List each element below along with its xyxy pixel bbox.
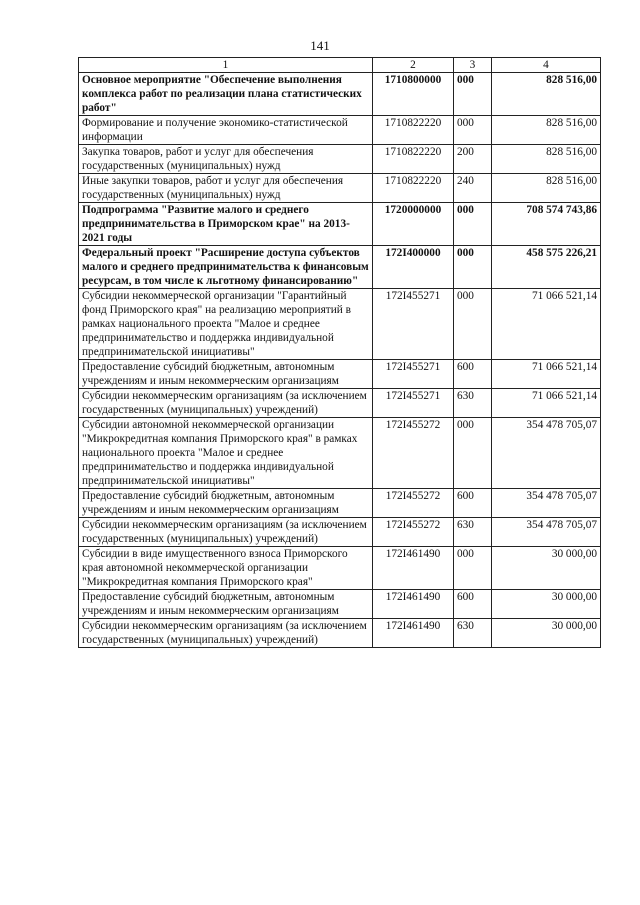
- row-name-cell: Основное мероприятие "Обеспечение выполнения комплекса работ по реализации плана статистических работ": [79, 73, 373, 116]
- row-amount-cell: 71 066 521,14: [492, 389, 601, 418]
- table-row: [79, 418, 601, 489]
- row-code-cell: 1710822220: [373, 116, 454, 145]
- row-code-cell: 1710822220: [373, 174, 454, 203]
- row-amount-cell: 71 066 521,14: [492, 289, 601, 360]
- row-name-cell: Субсидии в виде имущественного взноса Приморского края автономной некоммерческой организации "Микрокредитная компания Приморского края": [79, 547, 373, 590]
- row-code-cell: 172I455271: [373, 389, 454, 418]
- row-amount-cell: 30 000,00: [492, 547, 601, 590]
- row-type-cell: 000: [454, 246, 492, 289]
- table-row: [79, 203, 601, 246]
- table-row: [79, 289, 601, 360]
- row-code-cell: 172I455272: [373, 418, 454, 489]
- row-type-cell: 000: [454, 203, 492, 246]
- row-name-cell: Субсидии некоммерческим организациям (за исключением государственных (муниципальных) учреждений): [79, 619, 373, 648]
- row-code-cell: 172I455271: [373, 360, 454, 389]
- row-name-cell: Иные закупки товаров, работ и услуг для обеспечения государственных (муниципальных) нужд: [79, 174, 373, 203]
- table-row: [79, 73, 601, 116]
- column-header: 2: [373, 58, 454, 73]
- row-amount-cell: 828 516,00: [492, 73, 601, 116]
- row-amount-cell: 30 000,00: [492, 619, 601, 648]
- row-name-cell: Федеральный проект "Расширение доступа субъектов малого и среднего предпринимательства к финансовым ресурсам, в том числе к льготному финансированию": [79, 246, 373, 289]
- row-code-cell: 1710800000: [373, 73, 454, 116]
- table-row: [79, 547, 601, 590]
- row-code-cell: 1710822220: [373, 145, 454, 174]
- row-name-cell: Субсидии некоммерческим организациям (за исключением государственных (муниципальных) учреждений): [79, 389, 373, 418]
- table-row: [79, 145, 601, 174]
- row-code-cell: 172I461490: [373, 619, 454, 648]
- column-header: 4: [492, 58, 601, 73]
- row-code-cell: 172I455271: [373, 289, 454, 360]
- row-name-cell: Предоставление субсидий бюджетным, автономным учреждениям и иным некоммерческим организациям: [79, 360, 373, 389]
- row-type-cell: 200: [454, 145, 492, 174]
- row-type-cell: 630: [454, 619, 492, 648]
- row-type-cell: 630: [454, 518, 492, 547]
- row-amount-cell: 458 575 226,21: [492, 246, 601, 289]
- row-code-cell: 172I461490: [373, 590, 454, 619]
- row-amount-cell: 354 478 705,07: [492, 489, 601, 518]
- row-name-cell: Закупка товаров, работ и услуг для обеспечения государственных (муниципальных) нужд: [79, 145, 373, 174]
- row-amount-cell: 828 516,00: [492, 116, 601, 145]
- row-name-cell: Субсидии автономной некоммерческой организации "Микрокредитная компания Приморского края" в рамках национального проекта "Малое и среднее предпринимательство и поддержка индивидуальной предпринимательской инициативы": [79, 418, 373, 489]
- row-name-cell: Субсидии некоммерческим организациям (за исключением государственных (муниципальных) учреждений): [79, 518, 373, 547]
- table-row: [79, 246, 601, 289]
- budget-table: [78, 57, 601, 648]
- row-amount-cell: 828 516,00: [492, 145, 601, 174]
- row-amount-cell: 71 066 521,14: [492, 360, 601, 389]
- row-type-cell: 600: [454, 590, 492, 619]
- row-amount-cell: 354 478 705,07: [492, 418, 601, 489]
- row-type-cell: 600: [454, 360, 492, 389]
- row-amount-cell: 828 516,00: [492, 174, 601, 203]
- table-row: [79, 518, 601, 547]
- row-type-cell: 000: [454, 418, 492, 489]
- page-number: 141: [310, 38, 330, 53]
- table-row: [79, 389, 601, 418]
- row-type-cell: 000: [454, 547, 492, 590]
- table-row: [79, 590, 601, 619]
- table-row: [79, 619, 601, 648]
- row-type-cell: 000: [454, 73, 492, 116]
- row-code-cell: 172I455272: [373, 518, 454, 547]
- row-name-cell: Субсидии некоммерческой организации "Гарантийный фонд Приморского края" на реализацию мероприятий в рамках национального проекта "Малое и среднее предпринимательство и поддержка индивидуальной предпринимательской инициативы": [79, 289, 373, 360]
- row-code-cell: 1720000000: [373, 203, 454, 246]
- row-type-cell: 000: [454, 289, 492, 360]
- row-name-cell: Формирование и получение экономико-статистической информации: [79, 116, 373, 145]
- table-row: [79, 489, 601, 518]
- column-header: 3: [454, 58, 492, 73]
- row-type-cell: 630: [454, 389, 492, 418]
- table-row: [79, 360, 601, 389]
- row-amount-cell: 30 000,00: [492, 590, 601, 619]
- row-type-cell: 240: [454, 174, 492, 203]
- row-amount-cell: 354 478 705,07: [492, 518, 601, 547]
- table-row: [79, 116, 601, 145]
- row-code-cell: 172I455272: [373, 489, 454, 518]
- row-type-cell: 000: [454, 116, 492, 145]
- row-type-cell: 600: [454, 489, 492, 518]
- table-header-row: [79, 58, 601, 73]
- row-name-cell: Подпрограмма "Развитие малого и среднего предпринимательства в Приморском крае" на 2013-2021 годы: [79, 203, 373, 246]
- row-name-cell: Предоставление субсидий бюджетным, автономным учреждениям и иным некоммерческим организациям: [79, 489, 373, 518]
- row-name-cell: Предоставление субсидий бюджетным, автономным учреждениям и иным некоммерческим организациям: [79, 590, 373, 619]
- row-code-cell: 172I461490: [373, 547, 454, 590]
- column-header: 1: [79, 58, 373, 73]
- row-amount-cell: 708 574 743,86: [492, 203, 601, 246]
- row-code-cell: 172I400000: [373, 246, 454, 289]
- table-row: [79, 174, 601, 203]
